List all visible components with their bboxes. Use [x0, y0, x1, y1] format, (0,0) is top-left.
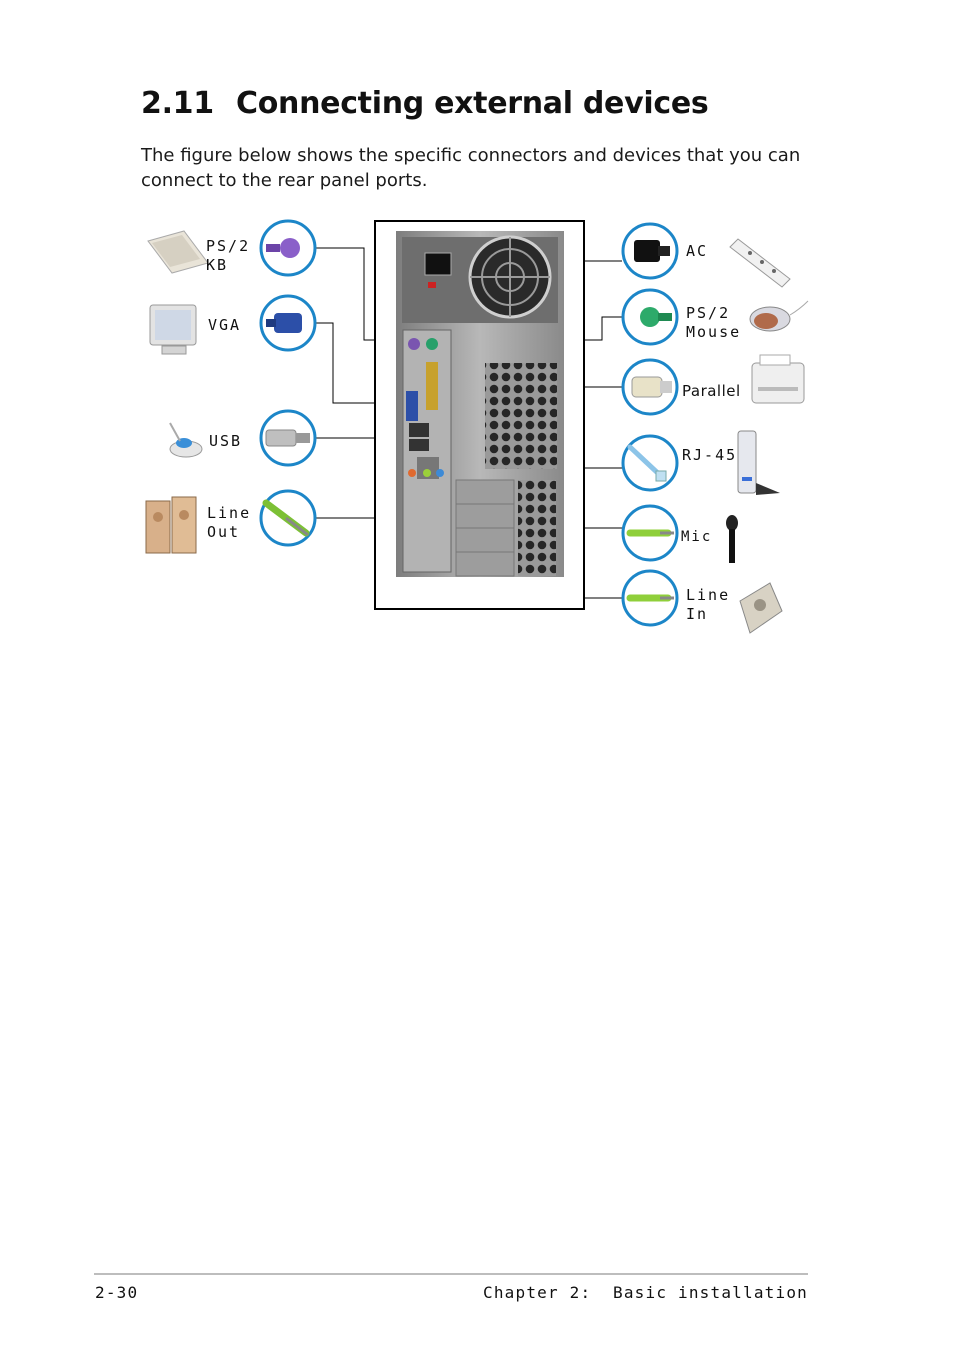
- label-line-in-line2: In: [686, 605, 709, 623]
- label-mic: Mic: [681, 529, 713, 545]
- microphone-icon: [726, 515, 738, 563]
- label-ps2-mouse-line2: Mouse: [686, 323, 742, 341]
- label-ps2-kb-line2: KB: [206, 256, 229, 274]
- section-heading: [141, 86, 708, 121]
- label-ps2-kb: [206, 237, 250, 275]
- mouse-icon: [750, 301, 808, 331]
- label-rj45: RJ-45: [682, 446, 738, 464]
- power-strip-icon: [730, 239, 790, 287]
- keyboard-icon: [148, 231, 208, 273]
- connector-ring-ps2-kb: [261, 221, 315, 275]
- label-line-out-line1: Line: [207, 504, 252, 522]
- connector-ring-line-in: [623, 571, 677, 625]
- page-number: 2-30: [95, 1283, 139, 1302]
- section-number: 2.11: [141, 86, 214, 121]
- connector-ring-line-out: [261, 491, 315, 545]
- connector-ring-parallel: [623, 360, 677, 414]
- connector-ring-ac: [623, 224, 677, 278]
- speakers-icon: [146, 497, 196, 553]
- label-line-out-line2: Out: [207, 523, 241, 541]
- network-device-icon: [738, 431, 780, 495]
- chapter-title: Chapter 2: Basic installation: [483, 1283, 808, 1302]
- connector-ring-rj45: [623, 436, 677, 490]
- label-ac: AC: [686, 242, 709, 260]
- rear-panel-diagram: [140, 215, 820, 645]
- label-line-in-line1: Line: [686, 586, 731, 604]
- label-usb: USB: [209, 432, 243, 450]
- usb-device-icon: [170, 423, 202, 457]
- intro-paragraph: The figure below shows the specific connectors and devices that you can connect to the rear panel ports.: [141, 145, 801, 191]
- label-vga: VGA: [208, 316, 242, 334]
- printer-icon: [752, 355, 804, 403]
- tape-recorder-icon: [740, 583, 782, 633]
- connector-ring-ps2-mouse: [623, 290, 677, 344]
- section-title: Connecting external devices: [236, 86, 709, 121]
- label-ps2-mouse-line1: PS/2: [686, 304, 731, 322]
- computer-case: [375, 221, 584, 609]
- label-line-in: [686, 586, 730, 624]
- monitor-icon: [150, 305, 196, 354]
- label-ps2-kb-line1: PS/2: [206, 237, 251, 255]
- label-parallel: Parallel: [682, 382, 741, 400]
- connector-ring-usb: [261, 411, 315, 465]
- footer-rule: [94, 1273, 808, 1275]
- rear-panel-figure: [140, 215, 820, 645]
- connector-ring-mic: [623, 506, 677, 560]
- label-ps2-mouse: [686, 304, 741, 342]
- connector-ring-vga: [261, 296, 315, 350]
- label-line-out: [207, 504, 251, 542]
